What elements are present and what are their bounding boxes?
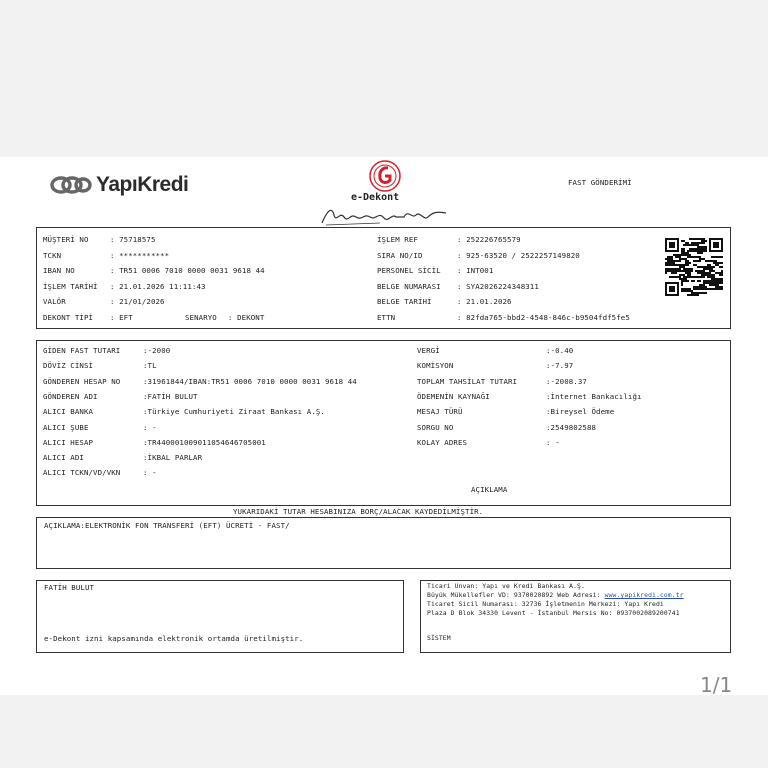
bank-address-line: Plaza D Blok 34330 Levent - İstanbul Mersis No: 0937002089200741 xyxy=(427,609,680,617)
transfer-right-row-value: :Bireysel Ödeme xyxy=(546,407,615,417)
info-left-row-value: : 21/01/2026 xyxy=(110,297,165,306)
transfer-right-row-value: :-7.97 xyxy=(546,361,574,371)
info-right-row-label: ETTN xyxy=(377,312,396,322)
transfer-right-row-label: KOLAY ADRES xyxy=(417,437,468,447)
transfer-left-row-label: ALICI HESAP xyxy=(43,437,94,447)
transfer-right-row-value: : - xyxy=(546,437,560,447)
bank-registry-line: Ticaret Sicil Numarası: 32736 İşletmenin Merkezi: Yapı Kredi xyxy=(427,600,664,608)
transfer-left-row-label: ALICI ŞUBE xyxy=(43,422,89,432)
info-right-row-value: : 21.01.2026 xyxy=(457,297,512,306)
notice-text: YUKARIDAKİ TUTAR HESABINIZA BORÇ/ALACAK KAYDEDİLMİŞTİR. xyxy=(233,507,484,516)
info-right-row-value: : 925-63520 / 2522257149820 xyxy=(457,250,580,260)
info-left-row-value: : TR51 0006 7010 0000 0031 9618 44 xyxy=(110,266,265,275)
senaryo-label: SENARYO xyxy=(185,313,217,322)
transfer-left-row-value: :31961844/IBAN:TR51 0006 7010 0000 0031 9618 44 xyxy=(143,376,357,386)
description-text: AÇIKLAMA:ELEKTRONİK FON TRANSFERİ (EFT) ÜCRETİ - FAST/ xyxy=(44,521,290,530)
info-right-row-label: İŞLEM REF xyxy=(377,235,418,244)
footer-note: e-Dekont izni kapsamında elektronik ortamda üretilmiştir. xyxy=(44,634,304,643)
bank-tax-line xyxy=(427,591,684,599)
transfer-right-row-value: :-2008.37 xyxy=(546,376,587,386)
senaryo-value: : DEKONT xyxy=(228,313,265,322)
transfer-right-row-label: SORGU NO xyxy=(417,422,454,432)
info-left-row-label: TCKN xyxy=(43,250,62,260)
transfer-left-row-label: GÖNDEREN HESAP NO xyxy=(43,376,121,386)
info-left-row-label: IBAN NO xyxy=(43,266,75,275)
info-left-row-label: VALÖR xyxy=(43,297,66,306)
brand-name: YapıKredi xyxy=(96,173,189,196)
transfer-left-row-value: :TL xyxy=(143,361,157,371)
transfer-left-row-label: GİDEN FAST TUTARI xyxy=(43,346,121,355)
transfer-left-row-label: ALICI BANKA xyxy=(43,407,94,417)
transfer-right-row-label: VERGİ xyxy=(417,346,440,355)
transfer-left-row-value: :Türkiye Cumhuriyeti Ziraat Bankası A.Ş. xyxy=(143,407,325,417)
transfer-left-row-value: : - xyxy=(143,468,157,478)
transfer-left-row-label: GÖNDEREN ADI xyxy=(43,391,98,401)
info-right-row-value: : 82fda765-bbd2-4548-846c-b9504fdf5fe5 xyxy=(457,312,630,322)
transfer-left-row-label: DÖVİZ CİNSİ xyxy=(43,361,94,371)
info-right-row-label: PERSONEL SİCİL xyxy=(377,266,441,275)
info-right-row-value: : SYA2026224348311 xyxy=(457,281,539,291)
bank-website-link[interactable]: www.yapikredi.com.tr xyxy=(604,591,684,599)
page-title: FAST GÖNDERİMİ xyxy=(568,178,632,187)
qr-code-icon xyxy=(665,238,723,296)
transfer-left-row-label: ALICI ADI xyxy=(43,453,84,463)
transfer-left-row-value: :TR440001009011054646705001 xyxy=(143,437,266,447)
doc-type-label: e-Dekont xyxy=(351,192,400,203)
info-left-row-value: : *********** xyxy=(110,250,170,260)
transfer-left-row-value: : - xyxy=(143,422,157,432)
transfer-right-row-label: MESAJ TÜRÜ xyxy=(417,407,463,417)
bank-tax-text: Büyük Mükellefler VD: 9370020892 Web Adresi: xyxy=(427,591,605,599)
e-dekont-seal-icon xyxy=(368,159,402,193)
transfer-left-row-value: :İKBAL PARLAR xyxy=(143,453,203,463)
transfer-right-row-label: KOMİSYON xyxy=(417,361,454,371)
footer-name: FATİH BULUT xyxy=(44,583,95,592)
info-left-row-value: : 21.01.2026 11:11:43 xyxy=(110,281,206,291)
info-left-row-value: : 75718575 xyxy=(110,235,156,244)
info-left-row-label: İŞLEM TARİHİ xyxy=(43,281,98,291)
info-right-row-label: BELGE TARİHİ xyxy=(377,297,432,306)
aciklama-label: AÇIKLAMA xyxy=(471,485,508,494)
page-indicator: 1/1 xyxy=(700,673,733,697)
transfer-left-row-value: :FATİH BULUT xyxy=(143,391,198,401)
transfer-right-row-value: :İnternet Bankacılığı xyxy=(546,391,642,401)
signature-icon xyxy=(320,205,450,227)
info-right-row-value: : INT001 xyxy=(457,266,494,275)
transfer-left-row-label: ALICI TCKN/VD/VKN xyxy=(43,468,121,478)
yapikredi-logo xyxy=(50,173,188,197)
info-right-row-label: BELGE NUMARASI xyxy=(377,281,441,291)
transfer-right-row-label: ÖDEMENİN KAYNAĞI xyxy=(417,391,490,401)
document-page xyxy=(0,157,768,695)
info-left-row-label: DEKONT TİPİ xyxy=(43,312,94,322)
transfer-details-box xyxy=(36,340,731,506)
transfer-left-row-value: :-2000 xyxy=(143,346,171,355)
info-left-row-value: : EFT xyxy=(110,312,133,322)
info-right-row-label: SIRA NO/ID xyxy=(377,250,423,260)
transfer-right-row-value: :-0.40 xyxy=(546,346,574,355)
transfer-right-row-label: TOPLAM TAHSİLAT TUTARI xyxy=(417,376,518,386)
info-right-row-value: : 252226765579 xyxy=(457,235,521,244)
transfer-right-row-value: :2549802588 xyxy=(546,422,597,432)
bank-title-line: Ticari Unvan: Yapı ve Kredi Bankası A.Ş. xyxy=(427,582,585,590)
yapikredi-logo-icon xyxy=(50,175,92,195)
sistem-label: SİSTEM xyxy=(427,634,451,642)
info-left-row-label: MÜŞTERİ NO xyxy=(43,235,89,244)
